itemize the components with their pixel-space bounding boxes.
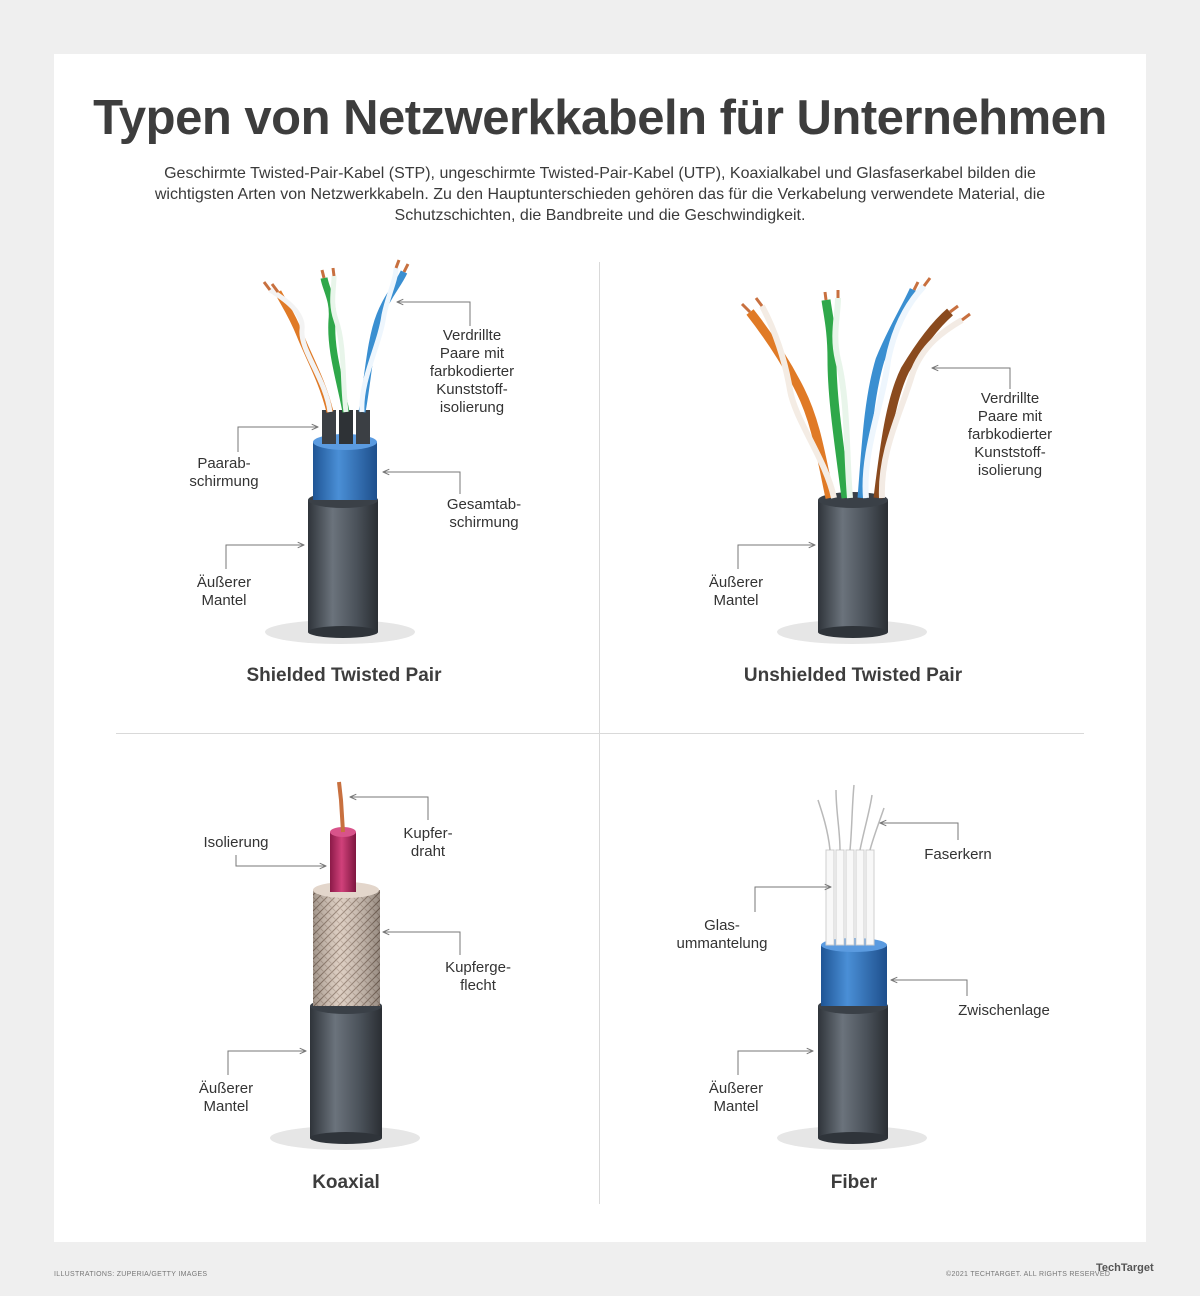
fiber-label-buffer: Zwischenlage — [958, 1002, 1050, 1019]
stp-title: Shielded Twisted Pair — [246, 665, 442, 686]
page-subtitle: Geschirmte Twisted-Pair-Kabel (STP), ungeschirmte Twisted-Pair-Kabel (UTP), Koaxialkabel und Glasfaserkabel bilden die wichtigsten Arten von Netzwerkkabeln. Zu den Hauptunterschieden gehören das für die Verkabelung verwendete Material, die Schutzschichten, die Bandbreite und die Geschwindigkeit. — [154, 165, 1046, 224]
fiber-label-cladding: Glas- ummantelung — [676, 917, 768, 952]
coax-label-jacket: Äußerer Mantel — [198, 1080, 254, 1115]
utp-label-pairs: Verdrillte Paare mit farbkodierter Kunststoff- isolierung — [967, 390, 1053, 479]
utp-title: Unshielded Twisted Pair — [743, 665, 963, 686]
illustration-credit: ILLUSTRATIONS: ZUPERIA/GETTY IMAGES — [54, 1271, 208, 1278]
copyright: ©2021 TECHTARGET. ALL RIGHTS RESERVED — [946, 1271, 1111, 1278]
fiber-label-jacket: Äußerer Mantel — [708, 1080, 764, 1115]
stp-label-pair-shield: Paarab- schirmung — [189, 455, 259, 490]
fiber-title: Fiber — [830, 1172, 878, 1193]
coax-label-braid: Kupferge- flecht — [445, 959, 511, 994]
coax-title: Koaxial — [312, 1172, 380, 1193]
stp-label-overall-shield: Gesamtab- schirmung — [446, 496, 522, 531]
coax-label-insulation: Isolierung — [203, 834, 269, 851]
page-title: Typen von Netzwerkkabeln für Unternehmen — [93, 91, 1107, 145]
utp-label-jacket: Äußerer Mantel — [708, 574, 764, 609]
fiber-label-core: Faserkern — [924, 846, 992, 863]
techtarget-logo: TechTarget — [1096, 1262, 1154, 1274]
coax-label-copper-wire: Kupfer- draht — [403, 825, 453, 860]
stp-label-pairs: Verdrillte Paare mit farbkodierter Kunststoff- isolierung — [429, 327, 515, 416]
stp-label-jacket: Äußerer Mantel — [196, 574, 252, 609]
